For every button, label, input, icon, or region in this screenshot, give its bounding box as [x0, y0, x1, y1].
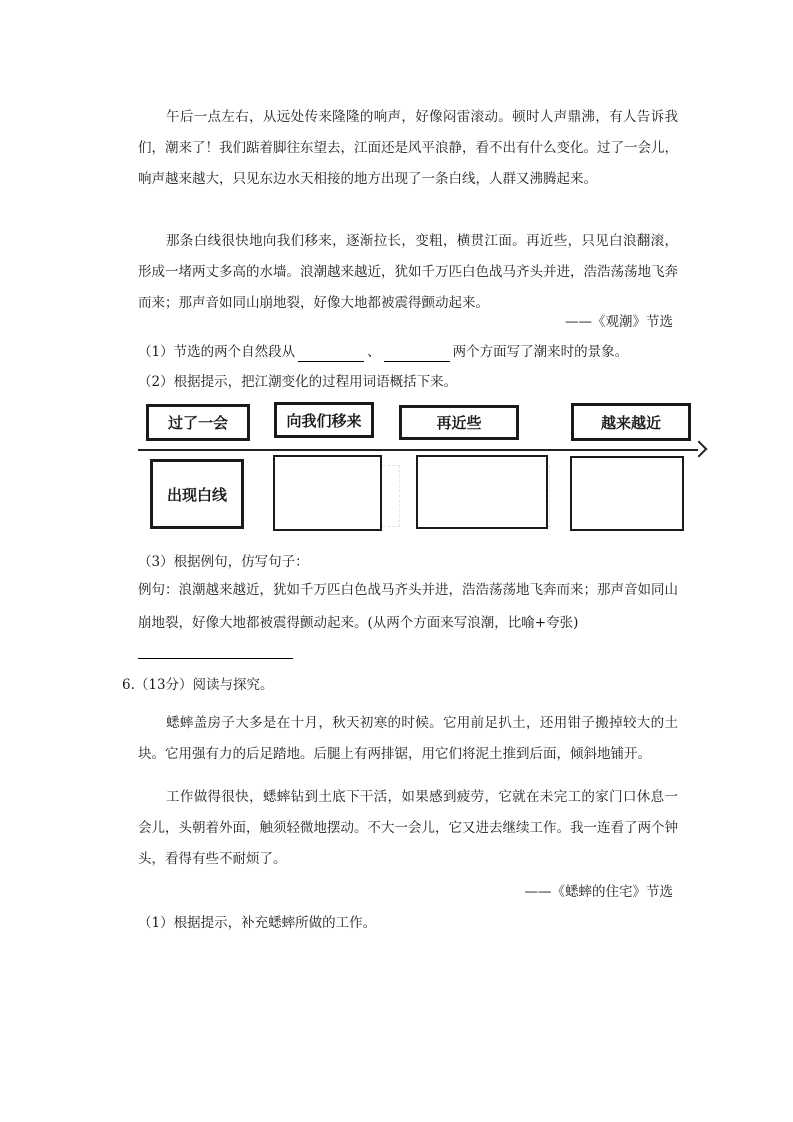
passage2-source: ——《蟋蟀的住宅》节选 [524, 884, 673, 900]
question-2: （2）根据提示，把江潮变化的过程用词语概括下来。 [138, 374, 458, 390]
question-3-prompt: （3）根据例句，仿写句子： [138, 554, 309, 570]
question-1-separator: 、 [367, 344, 381, 360]
stage-answer-1: 出现白线 [150, 459, 244, 529]
question-1 [138, 342, 628, 362]
tide-process-diagram [138, 399, 708, 539]
answer-blank-1[interactable] [298, 347, 364, 362]
question-3-example: 例句：浪潮越来越近，犹如千万匹白色战马齐头并进，浩浩荡荡地飞奔而来；那声音如同山崩地裂，好像大地都被震得颤动起来。(从两个方面来写浪潮，比喻+夸张) [138, 582, 678, 631]
passage1-paragraph-2: 那条白线很快地向我们移来，逐渐拉长，变粗，横贯江面。再近些，只见白浪翻滚，形成一堵两丈多高的水墙。浪潮越来越近，犹如千万匹白色战马齐头并进，浩浩荡荡地飞奔而来；那声音如同山崩地裂，好像大地都被震得颤动起来。 [138, 233, 678, 311]
question-1-text-b: 两个方面写了潮来时的景象。 [452, 344, 629, 360]
question-6-heading: 6.（13分）阅读与探究。 [122, 677, 274, 693]
stage-label-1: 过了一会 [146, 404, 250, 441]
passage2-paragraph-1: 蟋蟀盖房子大多是在十月，秋天初寒的时候。它用前足扒土，还用钳子搬掉较大的土块。它用强有力的后足踏地。后腿上有两排锯，用它们将泥土推到后面，倾斜地铺开。 [138, 715, 678, 762]
stage-answer-box-3[interactable] [416, 455, 548, 529]
stage-answer-box-4[interactable] [570, 456, 684, 531]
stage-label-4: 越来越近 [571, 403, 691, 441]
stage-label-3: 再近些 [399, 405, 519, 440]
stage-answer-box-2[interactable] [273, 455, 382, 531]
passage1-paragraph-1: 午后一点左右，从远处传来隆隆的响声，好像闷雷滚动。顿时人声鼎沸，有人告诉我们，潮来了！我们踮着脚往东望去，江面还是风平浪静，看不出有什么变化。过了一会儿，响声越来越大，只见东边水天相接的地方出现了一条白线，人群又沸腾起来。 [138, 109, 678, 187]
question-6-sub-1: （1）根据提示，补充蟋蟀所做的工作。 [138, 915, 377, 931]
timeline-axis [138, 449, 698, 451]
answer-blank-2[interactable] [384, 347, 450, 362]
timeline-arrow-icon [691, 441, 708, 458]
passage2-paragraph-2: 工作做得很快，蟋蟀钻到土底下干活，如果感到疲劳，它就在未完工的家门口休息一会儿，头朝着外面，触须轻微地摆动。不大一会儿，它又进去继续工作。我一连看了两个钟头，看得有些不耐烦了。 [138, 789, 678, 867]
passage1-source: ——《观潮》节选 [565, 314, 673, 330]
answer-line[interactable] [138, 658, 293, 659]
stage-label-2: 向我们移来 [274, 402, 374, 438]
question-1-text-a: （1）节选的两个自然段从 [138, 344, 296, 360]
